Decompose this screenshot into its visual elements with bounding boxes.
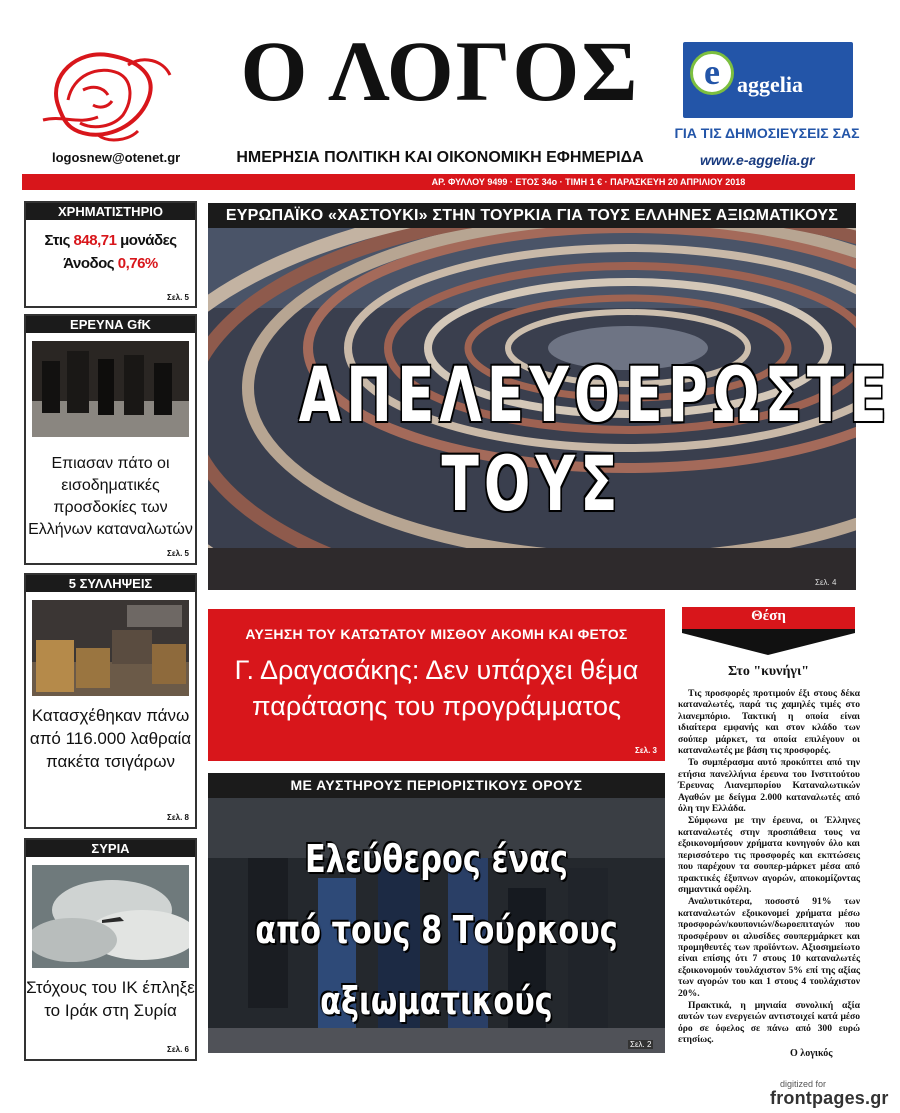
ad-tagline: ΓΙΑ ΤΙΣ ΔΗΜΟΣΙΕΥΣΕΙΣ ΣΑΣ xyxy=(674,125,860,141)
survey-head: ΕΡΕΥΝΑ GfK xyxy=(26,316,195,333)
lead-headline: ΑΠΕΛΕΥΘΕΡΩΣΤΕ ΤΟΥΣ xyxy=(298,350,892,528)
syria-photo xyxy=(32,865,189,968)
frontpages-site-link[interactable]: frontpages.gr xyxy=(770,1088,889,1108)
survey-box[interactable] xyxy=(24,314,197,565)
stock-index-pre: Στις xyxy=(44,232,74,249)
stock-market-box[interactable] xyxy=(24,201,197,308)
opinion-title: Στο "κυνήγι" xyxy=(727,664,810,679)
arrests-photo xyxy=(32,600,189,696)
page-reference: Σελ. 2 xyxy=(630,1040,652,1049)
page-reference: Σελ. 5 xyxy=(167,293,189,302)
stock-index-value: 848,71 xyxy=(73,232,117,249)
wage-story-title-line2: παράτασης του προγράμματος xyxy=(252,691,621,721)
syria-head: ΣΥΡΙΑ xyxy=(26,840,195,857)
stock-index-post: μονάδες xyxy=(116,232,177,249)
lead-story-kicker: ΕΥΡΩΠΑΪΚΟ «ΧΑΣΤΟΥΚΙ» ΣΤΗΝ ΤΟΥΡΚΙΑ ΓΙΑ ΤΟΥΣ ΕΛΛΗΝΕΣ ΑΞΙΩΜΑΤΙΚΟΥΣ xyxy=(208,203,856,228)
arrests-head: 5 ΣΥΛΛΗΨΕΙΣ xyxy=(26,575,195,592)
newspaper-title: Ο ΛΟΓΟΣ xyxy=(240,23,640,119)
digitized-label: digitized for xyxy=(780,1079,827,1089)
opinion-paragraph: Πρακτικά, η μηνιαία συνολική αξία αυτών των ενεργειών αντιστοιχεί κατά μέσο όρο σε όφελος σε πάνω από 300 ευρώ ετησίως. xyxy=(678,999,860,1046)
stock-change-value: 0,76% xyxy=(117,255,158,272)
opinion-paragraph: Σύμφωνα με την έρευνα, οι Έλληνες καταναλωτές στην προσπάθεια τους να εξοικονομήσουν χρήματα κυνηγούν όλο και περισσότερο τις προσφορές και εκπτώσεις που παρέχουν τα σουπερ-μάρκετ μέσα από πρακτικές έξυπνων αγορών, αποκομίζοντας σημαντικά οφέλη. xyxy=(678,815,860,895)
opinion-signature: Ο λογικός xyxy=(790,1048,833,1059)
syria-box[interactable] xyxy=(24,838,197,1061)
page-reference: Σελ. 4 xyxy=(815,578,837,587)
ad-url-link[interactable]: www.e-aggelia.gr xyxy=(700,152,815,168)
opinion-paragraph: Τις προσφορές προτιμούν έξι στους δέκα καταναλωτές, παρά τις χαμηλές τιμές στο λιανεμπόριο. Τακτική η οποία είναι ιδιαίτερα εμφανής και στον κλάδο των σούπερ μάρκετ, τα οποία επιλέγουν οι καταναλωτές με βάση τις προσφορές. xyxy=(678,688,860,757)
wage-story-box[interactable] xyxy=(208,609,665,761)
officers-headline-line2: από τους 8 Τούρκους xyxy=(255,908,618,952)
page-reference: Σελ. 3 xyxy=(635,746,657,755)
officers-story-kicker: ΜΕ ΑΥΣΤΗΡΟΥΣ ΠΕΡΙΟΡΙΣΤΙΚΟΥΣ ΟΡΟΥΣ xyxy=(208,773,665,798)
arrests-text: Κατασχέθηκαν πάνω από 116.000 λαθραία πακέτα τσιγάρων xyxy=(29,706,192,771)
page-reference: Σελ. 6 xyxy=(167,1045,189,1054)
stock-change-pre: Άνοδος xyxy=(63,255,118,272)
opinion-paragraph: Αναλυτικότερα, ποσοστό 91% των καταναλωτών εξοικονομεί χρήματα μέσω προσφορών/κουπονιών/δωροεπιταγών που προσφέρουν οι αλυσίδες σουπερμάρκετ και προμηθευτές των προϊόντων. Αξιοσημείωτο είναι επίσης ότι 7 στους 10 καταναλωτές εξοικονομούν τουλάχιστον 5% επί της αξίας των αγορών του και 1 στους 4 τουλάχιστον 20%. xyxy=(678,896,860,999)
stock-index-line xyxy=(26,232,195,249)
wage-story-kicker: ΑΥΞΗΣΗ ΤΟΥ ΚΑΤΩΤΑΤΟΥ ΜΙΣΘΟΥ ΑΚΟΜΗ ΚΑΙ ΦΕΤΟΣ xyxy=(245,626,628,642)
arrests-box[interactable] xyxy=(24,573,197,829)
page-reference: Σελ. 5 xyxy=(167,549,189,558)
wage-story-title-line1: Γ. Δραγασάκης: Δεν υπάρχει θέμα xyxy=(234,655,639,685)
issue-info-bar: ΑΡ. ΦΥΛΛΟΥ 9499 · ΕΤΟΣ 34ο · ΤΙΜΗ 1 € · ΠΑΡΑΣΚΕΥΗ 20 ΑΠΡΙΛΙΟΥ 2018 xyxy=(22,174,855,190)
survey-text: Επιασαν πάτο οι εισοδηματικές προσδοκίες των Ελλήνων καταναλωτών xyxy=(28,455,193,538)
opinion-body xyxy=(678,688,860,1047)
e-aggelia-logo-icon: e xyxy=(690,51,734,95)
stock-change-line xyxy=(26,255,195,272)
page-reference: Σελ. 8 xyxy=(167,813,189,822)
logo-faces-illustration xyxy=(38,45,178,145)
opinion-paragraph: Το συμπέρασμα αυτό προκύπτει από την ετήσια πανελλήνια έρευνα του Ινστιτούτου Έρευνας Λιανεμπορίου Καταναλωτικών Αγαθών με δείγμα 2.000 καταναλωτές από όλη την Ελλάδα. xyxy=(678,757,860,815)
survey-photo xyxy=(32,341,189,437)
masthead-email: logosnew@otenet.gr xyxy=(52,150,181,165)
syria-text: Στόχους του ΙΚ έπληξε το Ιράκ στη Συρία xyxy=(26,978,195,1020)
officers-headline xyxy=(254,824,620,1037)
opinion-label: Θέση xyxy=(751,608,786,624)
newspaper-subtitle: ΗΜΕΡΗΣΙΑ ΠΟΛΙΤΙΚΗ ΚΑΙ ΟΙΚΟΝΟΜΙΚΗ ΕΦΗΜΕΡΙΔΑ xyxy=(236,149,644,166)
officers-headline-line3: αξιωματικούς xyxy=(320,979,553,1023)
officers-headline-line1: Ελεύθερος ένας xyxy=(304,837,569,881)
ad-brand-name: aggelia xyxy=(737,72,803,97)
stock-market-head: ΧΡΗΜΑΤΙΣΤΗΡΙΟ xyxy=(26,203,195,220)
